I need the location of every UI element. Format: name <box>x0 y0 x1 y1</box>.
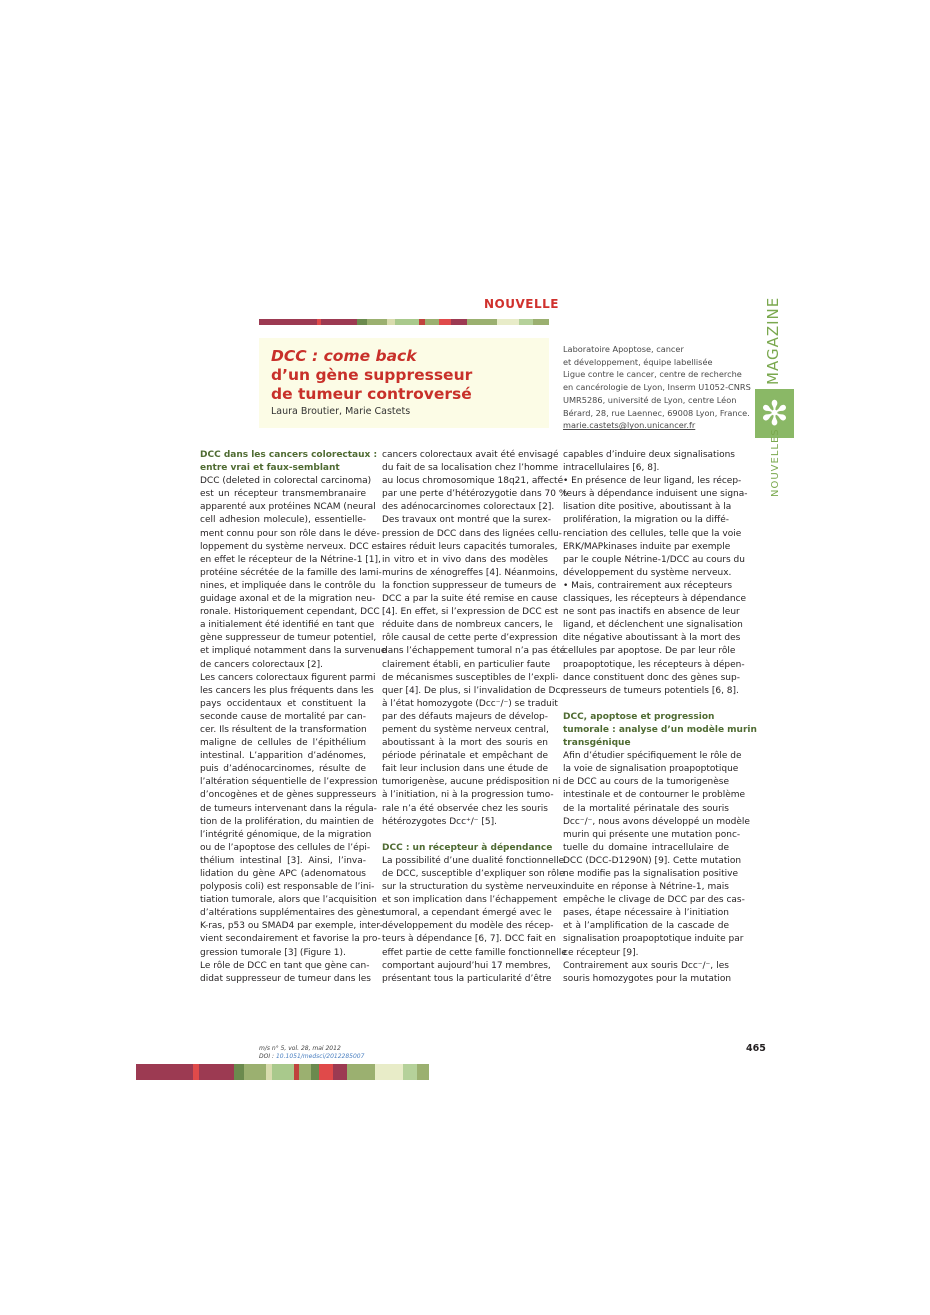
body-text-line: polyposis coli) est responsable de l’ini- <box>200 882 375 893</box>
asterisk-icon: ✻ <box>755 389 794 438</box>
body-text-line: ou de l’apoptose des cellules de l’épi- <box>200 842 371 853</box>
body-text-line: la fonction suppresseur de tumeurs de <box>382 580 557 591</box>
body-text-line: renciation des cellules, telle que la voie <box>563 528 742 539</box>
body-text-line: pression de DCC dans des lignées cellu- <box>382 528 562 539</box>
section-heading-line: transgénique <box>563 738 631 749</box>
authors: Laura Broutier, Marie Castets <box>271 406 411 417</box>
body-text-line: • Mais, contrairement aux récepteurs <box>563 580 733 591</box>
body-text-line: teurs à dépendance [6, 7]. DCC fait en <box>382 934 556 945</box>
body-text-line: tiation tumorale, alors que l’acquisition <box>200 895 377 906</box>
body-text-line: réduite dans de nombreux cancers, le <box>382 620 553 631</box>
affiliation-line: en cancérologie de Lyon, Inserm U1052-CNRS <box>563 382 751 393</box>
affiliation-line: Bérard, 28, rue Laennec, 69008 Lyon, France. <box>563 407 750 418</box>
doi-link[interactable]: 10.1051/medsci/2012285007 <box>275 1053 365 1060</box>
body-text-line: murin qui présente une mutation ponc- <box>563 829 741 840</box>
affiliation <box>563 343 751 432</box>
body-text-line: in vitro et in vivo dans des modèles <box>382 554 548 565</box>
body-text-line: au locus chromosomique 18q21, affecté <box>382 476 564 487</box>
body-text-line: signalisation proapoptotique induite par <box>563 934 744 945</box>
article-title <box>271 347 541 404</box>
page-number: 465 <box>746 1043 766 1054</box>
body-text-line: ment connu pour son rôle dans le déve- <box>200 528 380 539</box>
body-text-line: de DCC au cours de la tumorigenèse <box>563 777 729 788</box>
body-text-line: Les cancers colorectaux figurent parmi <box>200 672 376 683</box>
body-text-line: à l’état homozygote (Dcc⁻/⁻) se traduit <box>382 698 558 709</box>
body-text-line: Le rôle de DCC en tant que gène can- <box>200 960 370 971</box>
body-text-line: la voie de signalisation proapoptotique <box>563 764 739 775</box>
body-text-line: hétérozygotes Dcc⁺/⁻ [5]. <box>382 816 498 827</box>
body-text-line: seconde cause de mortalité par can- <box>200 711 366 722</box>
body-text-line: de tumeurs intervenant dans la régula- <box>200 803 377 814</box>
body-text-line: Afin d’étudier spécifiquement le rôle de <box>563 751 742 762</box>
body-text-line: comportant aujourd’hui 17 membres, <box>382 960 551 971</box>
body-text-line: lidation du gène APC (adenomatous <box>200 869 366 879</box>
body-text-line: ce récepteur [9]. <box>563 947 639 958</box>
body-text-line: Dcc⁻/⁻, nous avons développé un modèle <box>563 816 750 827</box>
body-text-line: tumorigenèse, aucune prédisposition ni <box>382 777 561 788</box>
body-text-line: DCC a par la suite été remise en cause <box>382 594 558 605</box>
body-text-line: les cancers les plus fréquents dans les <box>200 685 374 696</box>
body-text-line <box>563 698 729 711</box>
body-text-line: murins de xénogreffes [4]. Néanmoins, <box>382 567 558 578</box>
body-text-line: est un récepteur transmembranaire <box>200 489 366 500</box>
body-text-line: K-ras, p53 ou SMAD4 par exemple, inter- <box>200 921 383 932</box>
body-text-line <box>382 829 548 842</box>
body-text-line: aboutissant à la mort des souris en <box>382 738 548 749</box>
body-text-line: sur la structuration du système nerveux <box>382 882 563 893</box>
sidebar-magazine-label: MAGAZINE <box>764 296 782 385</box>
body-text-line: Des travaux ont montré que la surex- <box>382 515 552 526</box>
body-text-line: vient secondairement et favorise la pro- <box>200 934 381 945</box>
text-column-1 <box>200 449 387 986</box>
bottom-color-stripe <box>136 1064 429 1080</box>
sidebar-section-label: NOUVELLES <box>770 428 781 497</box>
body-text-line: lisation dite positive, aboutissant à la <box>563 502 732 513</box>
body-text-line: loppement du système nerveux. DCC est <box>200 541 386 552</box>
body-text-line: ligand, et déclenchent une signalisation <box>563 620 743 631</box>
body-text-line: apparenté aux protéines NCAM (neural <box>200 502 376 513</box>
body-text-line: teurs à dépendance induisent une signa- <box>563 489 748 500</box>
body-text-line: cell adhesion molecule), essentielle- <box>200 515 366 526</box>
body-text-line: protéine sécrétée de la famille des lami- <box>200 567 382 578</box>
body-text-line: cellules par apoptose. De par leur rôle <box>563 646 736 657</box>
body-text-line: période périnatale et empêchant de <box>382 751 548 762</box>
body-text-line: La possibilité d’une dualité fonctionnelle <box>382 855 565 866</box>
body-text-line: intracellulaires [6, 8]. <box>563 463 660 474</box>
body-text-line: l’altération séquentielle de l’expression <box>200 777 378 788</box>
body-text-line: maligne de cellules de l’épithélium <box>200 738 366 749</box>
section-heading-line: DCC dans les cancers colorectaux : <box>200 450 378 460</box>
body-text-line: DCC (deleted in colorectal carcinoma) <box>200 476 372 487</box>
affiliation-line: et développement, équipe labellisée <box>563 356 713 367</box>
body-text-line: a initialement été identifié en tant que <box>200 620 375 631</box>
body-text-line: cancers colorectaux avait été envisagé <box>382 450 559 460</box>
body-text-line: ronale. Historiquement cependant, DCC <box>200 607 380 618</box>
section-heading-line: entre vrai et faux-semblant <box>200 463 340 474</box>
body-text-line: • En présence de leur ligand, les récep- <box>563 476 742 487</box>
body-text-line: ne modifie pas la signalisation positive <box>563 869 739 879</box>
body-text-line: didat suppresseur de tumeur dans les <box>200 973 371 984</box>
body-text-line: rôle causal de cette perte d’expression <box>382 633 558 644</box>
body-text-line: thélium intestinal [3]. Ainsi, l’inva- <box>200 855 366 866</box>
body-text-line: présentant tous la particularité d’être <box>382 973 552 984</box>
body-text-line: fait leur inclusion dans une étude de <box>382 764 548 775</box>
body-text-line: d’altérations supplémentaires des gènes <box>200 908 384 919</box>
body-text-line: par le couple Nétrine-1/DCC au cours du <box>563 554 745 565</box>
affiliation-line: UMR5286, université de Lyon, centre Léon <box>563 394 737 405</box>
body-text-line: par une perte d’hétérozygotie dans 70 % <box>382 489 568 500</box>
author-email-link[interactable]: marie.castets@lyon.unicancer.fr <box>563 420 696 431</box>
top-color-stripe <box>259 319 549 325</box>
title-line-3: de tumeur controversé <box>271 385 472 403</box>
body-text-line: dans l’échappement tumoral n’a pas été <box>382 646 566 657</box>
affiliation-line: Laboratoire Apoptose, cancer <box>563 344 684 354</box>
body-text-line: à l’initiation, ni à la progression tumo- <box>382 790 554 801</box>
title-line-2: d’un gène suppresseur <box>271 366 473 384</box>
body-text-line: nines, et impliquée dans le contrôle du <box>200 580 376 591</box>
body-text-line: tion de la prolifération, du maintien de <box>200 816 374 827</box>
body-text-line: développement du modèle des récep- <box>382 921 554 932</box>
body-text-line: laires réduit leurs capacités tumorales, <box>382 541 558 552</box>
affiliation-line: Ligue contre le cancer, centre de recherche <box>563 369 742 380</box>
body-text-line: proapoptotique, les récepteurs à dépen- <box>563 659 745 670</box>
body-text-line: pays occidentaux et constituent la <box>200 698 366 709</box>
body-text-line: ERK/MAPkinases induite par exemple <box>563 541 731 552</box>
journal-reference: m/s n° 5, vol. 28, mai 2012 <box>259 1045 341 1052</box>
body-text-line: pement du système nerveux central, <box>382 724 549 735</box>
body-text-line: l’intégrité génomique, de la migration <box>200 829 372 840</box>
body-text-line: dite négative aboutissant à la mort des <box>563 633 741 644</box>
section-rubric: NOUVELLE <box>484 297 559 311</box>
body-text-line: Contrairement aux souris Dcc⁻/⁻, les <box>563 960 729 971</box>
body-text-line: ne sont pas inactifs en absence de leur <box>563 607 740 618</box>
body-text-line: effet partie de cette famille fonctionnelle <box>382 947 567 958</box>
body-text-line: rale n’a été observée chez les souris <box>382 803 548 814</box>
body-text-line: et son implication dans l’échappement <box>382 895 558 906</box>
body-text-line: guidage axonal et de la migration neu- <box>200 594 376 605</box>
body-text-line: presseurs de tumeurs potentiels [6, 8]. <box>563 685 739 696</box>
body-text-line: prolifération, la migration ou la diffé- <box>563 515 729 526</box>
body-text-line: pases, étape nécessaire à l’initiation <box>563 908 729 919</box>
body-text-line: clairement établi, en particulier faute <box>382 659 551 670</box>
section-heading-line: DCC : un récepteur à dépendance <box>382 842 553 853</box>
title-line-1: DCC : come back <box>271 347 417 365</box>
body-text-line: intestinal. L’apparition d’adénomes, <box>200 751 366 762</box>
section-heading-line: DCC, apoptose et progression <box>563 711 715 722</box>
body-text-line: dance constituent donc des gènes sup- <box>563 672 740 683</box>
body-text-line: intestinale et de contourner le problème <box>563 790 746 801</box>
body-text-line: tuelle du domaine intracellulaire de <box>563 842 729 853</box>
body-text-line: empêche le clivage de DCC par des cas- <box>563 895 745 906</box>
body-text-line: cer. Ils résultent de la transformation <box>200 724 367 735</box>
footer-citation <box>259 1045 364 1061</box>
body-text-line: d’oncogènes et de gènes suppresseurs <box>200 790 377 801</box>
section-heading-line: tumorale : analyse d’un modèle murin <box>563 724 757 735</box>
body-text-line: et impliqué notamment dans la survenue <box>200 646 387 657</box>
text-column-3 <box>563 449 757 986</box>
body-text-line: gression tumorale [3] (Figure 1). <box>200 947 346 958</box>
body-text-line: classiques, les récepteurs à dépendance <box>563 594 747 605</box>
doi-label: DOI : <box>259 1053 275 1060</box>
body-text-line: par des défauts majeurs de dévelop- <box>382 711 548 722</box>
body-text-line: quer [4]. De plus, si l’invalidation de Dcc <box>382 685 566 696</box>
body-text-line: de DCC, susceptible d’expliquer son rôle <box>382 869 565 879</box>
text-column-2 <box>382 449 568 986</box>
body-text-line: de la mortalité périnatale des souris <box>563 803 729 814</box>
body-text-line: DCC (DCC-D1290N) [9]. Cette mutation <box>563 855 742 866</box>
body-text-line: capables d’induire deux signalisations <box>563 450 735 460</box>
body-text-line: de mécanismes susceptibles de l’expli- <box>382 672 559 683</box>
body-text-line: du fait de sa localisation chez l’homme <box>382 463 559 474</box>
body-text-line: puis d’adénocarcinomes, résulte de <box>200 764 366 775</box>
body-text-line: gène suppresseur de tumeur potentiel, <box>200 633 377 644</box>
body-text-line: et à l’amplification de la cascade de <box>563 921 729 932</box>
body-text-line: de cancers colorectaux [2]. <box>200 659 324 670</box>
body-text-line: développement du système nerveux. <box>563 567 732 578</box>
body-text-line: en effet le récepteur de la Nétrine-1 [1], <box>200 554 381 565</box>
body-text-line: induite en réponse à Nétrine-1, mais <box>563 882 729 893</box>
body-text-line: [4]. En effet, si l’expression de DCC est <box>382 607 559 618</box>
body-text-line: souris homozygotes pour la mutation <box>563 973 732 984</box>
body-text-line: des adénocarcinomes colorectaux [2]. <box>382 502 555 513</box>
body-text-line: tumoral, a cependant émergé avec le <box>382 908 552 919</box>
